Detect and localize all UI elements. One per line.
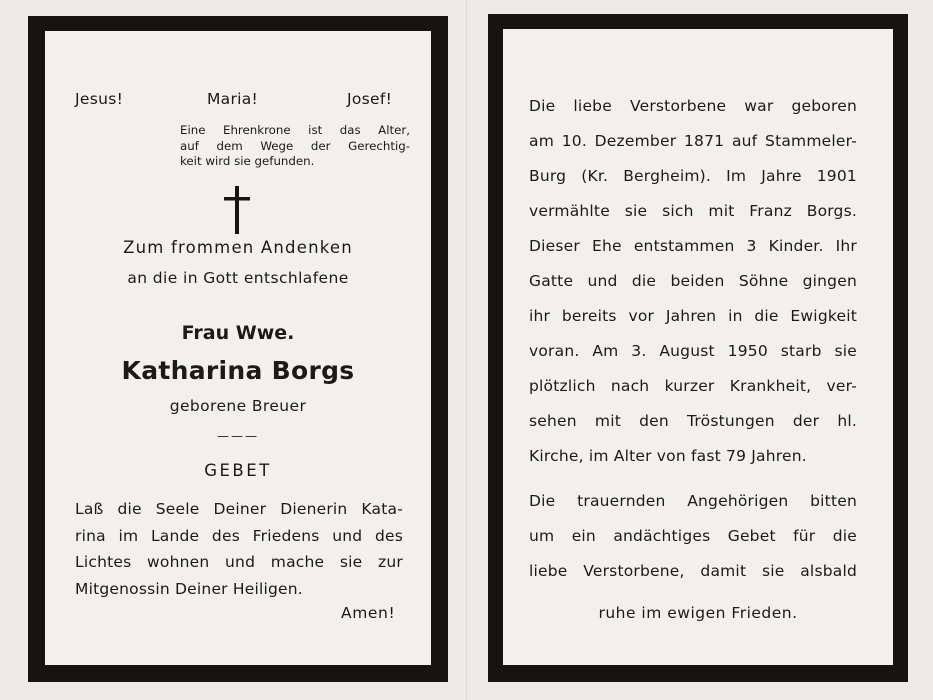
amen: Amen! — [341, 604, 396, 622]
memorial-line-2: an die in Gott entschlafene — [127, 269, 349, 287]
card-fold — [466, 0, 468, 700]
bio-line: Burg (Kr. Bergheim). Im Jahre 1901 — [529, 167, 857, 185]
invocation-maria: Maria! — [207, 90, 259, 108]
separator: ——— — [217, 429, 259, 443]
memorial-line-1: Zum frommen Andenken — [123, 238, 353, 257]
bio-line: plötzlich nach kurzer Krankheit, ver- — [529, 377, 857, 395]
bio-line: am 10. Dezember 1871 auf Stammeler- — [529, 132, 857, 150]
right-card-paper — [503, 29, 893, 665]
left-card — [28, 16, 448, 682]
bio-line: vermählte sie sich mit Franz Borgs. — [529, 202, 857, 220]
quote-line: auf dem Wege der Gerechtig- — [180, 138, 410, 153]
closing-line: Die trauernden Angehörigen bitten — [529, 492, 857, 510]
prayer-line: Laß die Seele Deiner Dienerin Kata- — [75, 500, 403, 518]
invocation-josef: Josef! — [347, 90, 393, 108]
bio-line: sehen mit den Tröstungen der hl. — [529, 412, 857, 430]
bio-line: ihr bereits vor Jahren in die Ewigkeit — [529, 307, 857, 325]
prayer-line: rina im Lande des Friedens und des — [75, 526, 403, 545]
closing-request — [529, 484, 857, 589]
bio-line: Die liebe Verstorbene war geboren — [529, 97, 857, 115]
latin-cross-icon — [222, 186, 252, 238]
final-line: ruhe im ewigen Frieden. — [598, 604, 798, 622]
bio-line: Kirche, im Alter von fast 79 Jahren. — [529, 447, 807, 465]
bio-line: Dieser Ehe entstammen 3 Kinder. Ihr — [529, 237, 857, 255]
prayer-heading: GEBET — [204, 461, 272, 480]
invocation-jesus: Jesus! — [75, 90, 124, 108]
deceased-title: Frau Wwe. — [181, 322, 295, 344]
right-card — [488, 14, 908, 682]
left-card-paper — [45, 31, 431, 665]
bio-line: voran. Am 3. August 1950 starb sie — [529, 342, 857, 360]
deceased-name: Katharina Borgs — [121, 356, 355, 385]
prayer-line: Mitgenossin Deiner Heiligen. — [75, 579, 303, 598]
maiden-name: geborene Breuer — [169, 397, 307, 415]
biography-text — [529, 89, 857, 474]
closing-line: um ein andächtiges Gebet für die — [529, 527, 857, 545]
prayer-line: Lichtes wohnen und mache sie zur — [75, 553, 403, 571]
bio-line: Gatte und die beiden Söhne gingen — [529, 272, 857, 290]
prayer-text — [75, 496, 403, 602]
closing-line: liebe Verstorbene, damit sie alsbald — [529, 562, 857, 580]
quote-line: Eine Ehrenkrone ist das Alter, — [180, 123, 410, 137]
quote-line: keit wird sie gefunden. — [180, 154, 315, 168]
bible-quote — [180, 123, 410, 170]
